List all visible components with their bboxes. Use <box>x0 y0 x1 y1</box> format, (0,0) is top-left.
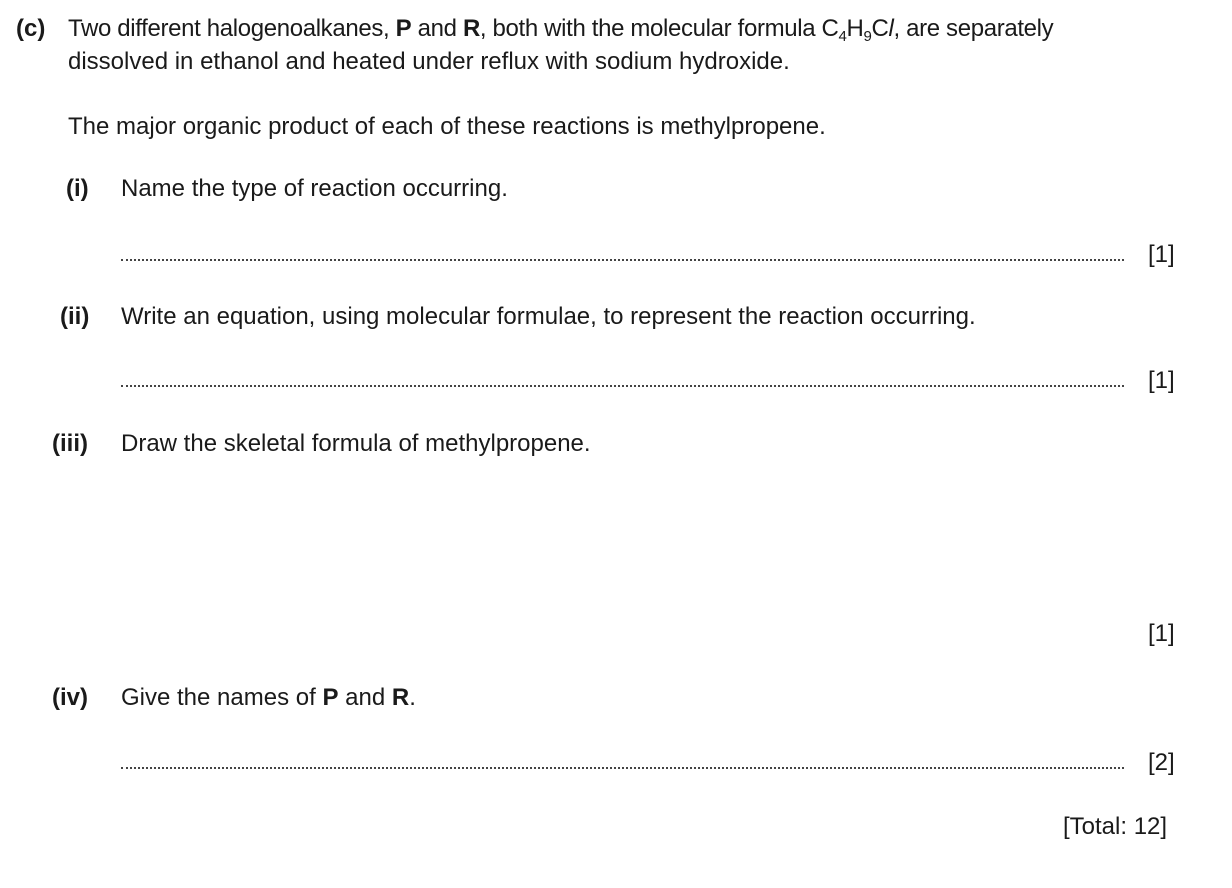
question-i-text: Name the type of reaction occurring. <box>121 175 508 202</box>
question-iv-and: and <box>338 684 392 711</box>
marks-iv: [2] <box>1148 749 1175 776</box>
intro-text-mid: , both with the molecular formula <box>479 15 822 42</box>
intro-and: and <box>411 15 463 42</box>
question-iii-label: (iii) <box>52 430 88 457</box>
part-label: (c) <box>16 15 46 42</box>
answer-line-i[interactable] <box>121 259 1124 261</box>
marks-iii: [1] <box>1148 620 1175 647</box>
question-iv-p: P <box>322 684 339 711</box>
question-iv-label: (iv) <box>52 684 88 711</box>
marks-i: [1] <box>1148 241 1175 268</box>
intro-line-1 <box>68 15 1054 45</box>
intro-text-post: , are separately <box>893 15 1054 42</box>
question-iv-text-pre: Give the names of <box>121 684 323 711</box>
total-marks: [Total: 12] <box>1063 813 1168 840</box>
statement: The major organic product of each of these reactions is methylpropene. <box>68 113 826 140</box>
marks-ii: [1] <box>1148 367 1175 394</box>
compound-p: P <box>395 15 412 42</box>
answer-line-iv[interactable] <box>121 767 1124 769</box>
intro-line-2: dissolved in ethanol and heated under reflux with sodium hydroxide. <box>68 48 790 75</box>
answer-line-ii[interactable] <box>121 385 1124 387</box>
question-i-label: (i) <box>66 175 89 202</box>
question-iv-r: R <box>391 684 410 711</box>
molecular-formula: $C_4H_9Cl$ <box>821 15 894 45</box>
question-iii-text: Draw the skeletal formula of methylpropene. <box>121 430 591 457</box>
question-ii-label: (ii) <box>60 303 90 330</box>
question-iv-text-post: . <box>409 684 416 711</box>
drawing-area-iii[interactable] <box>121 470 1121 620</box>
question-ii-text: Write an equation, using molecular formulae, to represent the reaction occurring. <box>121 303 976 330</box>
intro-text-pre: Two different halogenoalkanes, <box>68 15 396 42</box>
question-iv-text <box>121 686 416 710</box>
compound-r: R <box>462 15 480 42</box>
